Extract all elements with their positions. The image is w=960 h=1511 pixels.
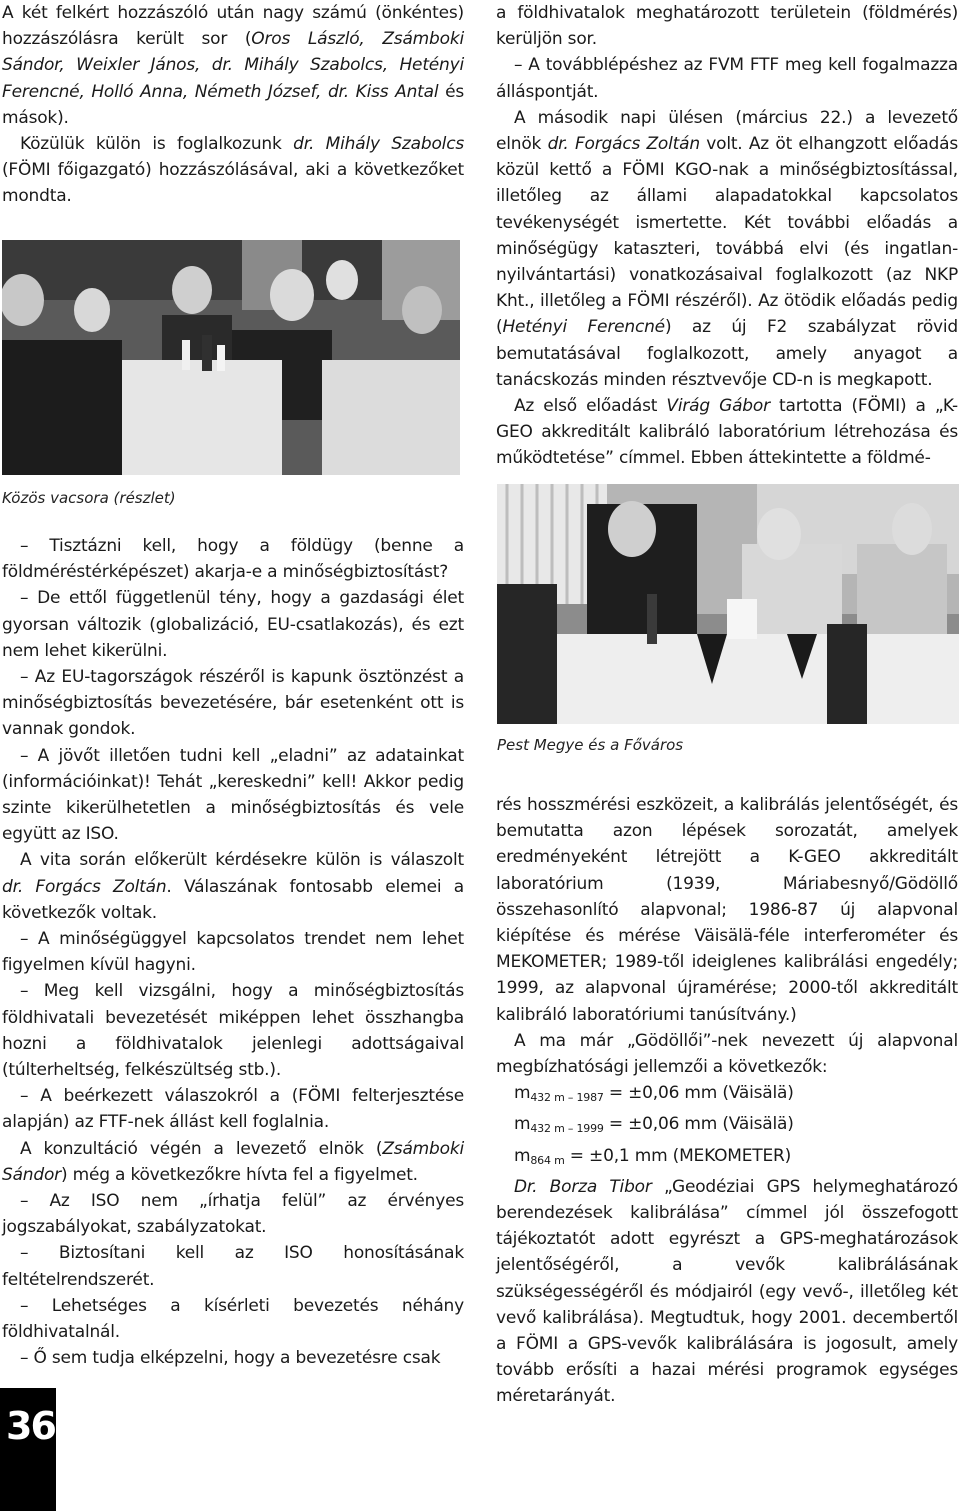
paragraph-second-day: A második napi ülésen (március 22.) a levezető elnök dr. Forgács Zoltán volt. Az öt elhangzott előadás közül kettő a FÖMI KGO-nak a minőségbiztosítással, illetőleg az állami alapadatokkal kapcsolatos tevékenységét ismertette. Két további előadás a minőségügy kataszteri, továbbá elvi (és ingatlan-nyilvántartási) vonatkozásaival foglalkozott (az NKP Kht., illetőleg a FÖMI részéről). Az ötödik előadás pedig (Hetényi Ferencné) az új F2 szabályzat rövid bemutatásával foglalkozott, amely anyagot a tanácskozás minden résztvevője CD-n is megkapott.: [496, 107, 959, 390]
paragraph: rés hosszmérési eszközeit, a kalibrálás jelentőségét, és bemutatta azon lépések sorozatát, amelyek eredményeként létrejött a K-GEO akkreditált laboratórium (1939, Máriabesnyő/Gödöllő összehasonlító alapvonal; 1986-87 új alapvonal kiépítése és mérése Väisälä-féle interferométer és MEKOMETER; 1989-től ideiglenes kalibrálási engedély; 1999, az alapvonal újramérése; 2000-től akkreditált kalibráló laboratóriumi tanúsítvány.): [496, 795, 958, 1025]
photo-dinner: [2, 240, 460, 475]
paragraph-intro: A két felkért hozzászóló után nagy számú (önkéntes) hozzászólásra került sor (Oros László, Zsámboki Sándor, Weixler János, dr. Mihály Szabolcs, Hetényi Ferencné, Holló Anna, Németh József, dr. Kiss Antal és mások).: [2, 3, 464, 128]
formula-1987: $m_{432 m - 1987} = \pm 0,06$ mm (Väisälä): [514, 1083, 794, 1105]
paragraph: – Ő sem tudja elképzelni, hogy a bevezetésre csak: [20, 1348, 441, 1369]
left-column-top: [2, 0, 464, 210]
paragraph: – Biztosítani kell az ISO honosításának feltételrendszerét.: [2, 1243, 464, 1290]
paragraph: A ma már „Gödöllői”-nek nevezett új alapvonal megbízhatósági jellemzői a következők:: [496, 1030, 958, 1078]
paragraph: – Tisztázni kell, hogy a földügy (benne a földméréstérképészet) akarja-e a minőségbiztosítást?: [2, 536, 464, 583]
formula-1999: $m_{432 m - 1999} = \pm 0,06$ mm (Väisälä): [514, 1114, 794, 1136]
right-column-top: [496, 0, 958, 472]
caption-dinner: Közös vacsora (részlet): [2, 489, 176, 507]
paragraph-first-lecture: Az első előadást Virág Gábor tartotta (FÖMI) a „K-GEO akkreditált kalibráló laboratórium létrehozása és működtetése” címmel. Ebben áttekintette a földmé-: [496, 396, 958, 469]
photo-table: [497, 484, 959, 724]
paragraph-mihaly: Közülük külön is foglalkozunk dr. Mihály Szabolcs (FÖMI főigazgató) hozzászólásával, aki a következőket mondta.: [2, 134, 464, 207]
paragraph: – A továbblépéshez az FVM FTF meg kell fogalmazza álláspontját.: [496, 55, 958, 102]
page-number-tab: [0, 1388, 56, 1511]
paragraph-konzultacio: A konzultáció végén a levezető elnök (Zsámboki Sándor) még a következőkre hívta fel a figyelmet.: [2, 1138, 464, 1185]
paragraph: a földhivatalok meghatározott területein (földmérés) kerüljön sor.: [496, 3, 958, 50]
left-column-bottom: [2, 533, 464, 1372]
paragraph: – Az ISO nem „írhatja felül” az érvényes jogszabályokat, szabályzatokat.: [2, 1191, 464, 1238]
right-column-bottom: [496, 792, 958, 1410]
formula-864: $m_{864 m} = \pm 0,1$ mm (MEKOMETER): [514, 1145, 792, 1167]
paragraph: – Meg kell vizsgálni, hogy a minőségbiztosítás földhivatali bevezetését miképpen lehet összhangba hozni a földhivatalok jelenlegi adottságaival (túlterheltség, felkészültség stb.).: [2, 981, 464, 1081]
paragraph: – A jövőt illetően tudni kell „eladni” az adatainkat (információinkat)! Tehát „kereskedni” kell! Akkor pedig szinte kikerülhetetlen a minőségbiztosítás és vele együtt az ISO.: [2, 745, 464, 845]
paragraph: – A minőségüggyel kapcsolatos trendet nem lehet figyelmen kívül hagyni.: [2, 929, 464, 976]
paragraph: – A beérkezett válaszokról a (FÖMI felterjesztése alapján) az FTF-nek állást kell foglalnia.: [2, 1086, 464, 1133]
paragraph: – Az EU-tagországok részéről is kapunk ösztönzést a minőségbiztosítás bevezetésére, bár esetenként ott is vannak gondok.: [2, 667, 464, 740]
page-number: 36: [6, 1404, 55, 1448]
paragraph: – Lehetséges a kísérleti bevezetés néhány földhivatalnál.: [2, 1295, 464, 1343]
paragraph-vita: A vita során előkerült kérdésekre külön is válaszolt dr. Forgács Zoltán. Válaszának fontosabb elemei a következők voltak.: [2, 850, 464, 923]
paragraph: – De ettől függetlenül tény, hogy a gazdasági élet gyorsan változik (globalizáció, EU-csatlakozás), és ezt nem lehet kikerülni.: [2, 588, 464, 661]
caption-table: Pest Megye és a Főváros: [497, 736, 684, 754]
paragraph-borza: Dr. Borza Tibor „Geodéziai GPS helymeghatározó berendezések kalibrálása” címmel jól összefogott tájékoztatót adott egyrészt a GPS-meghatározások jelentőségéről, a vevők kalibrálásának szükségességéről és módjairól (egy vevő-, illetőleg két vevő kalibrálása). Megtudtuk, hogy 2001. decembertől a FÖMI a GPS-vevők kalibrálására is jogosult, amely tovább erősíti a hazai mérési programok egységes méretarányát.: [496, 1176, 958, 1407]
